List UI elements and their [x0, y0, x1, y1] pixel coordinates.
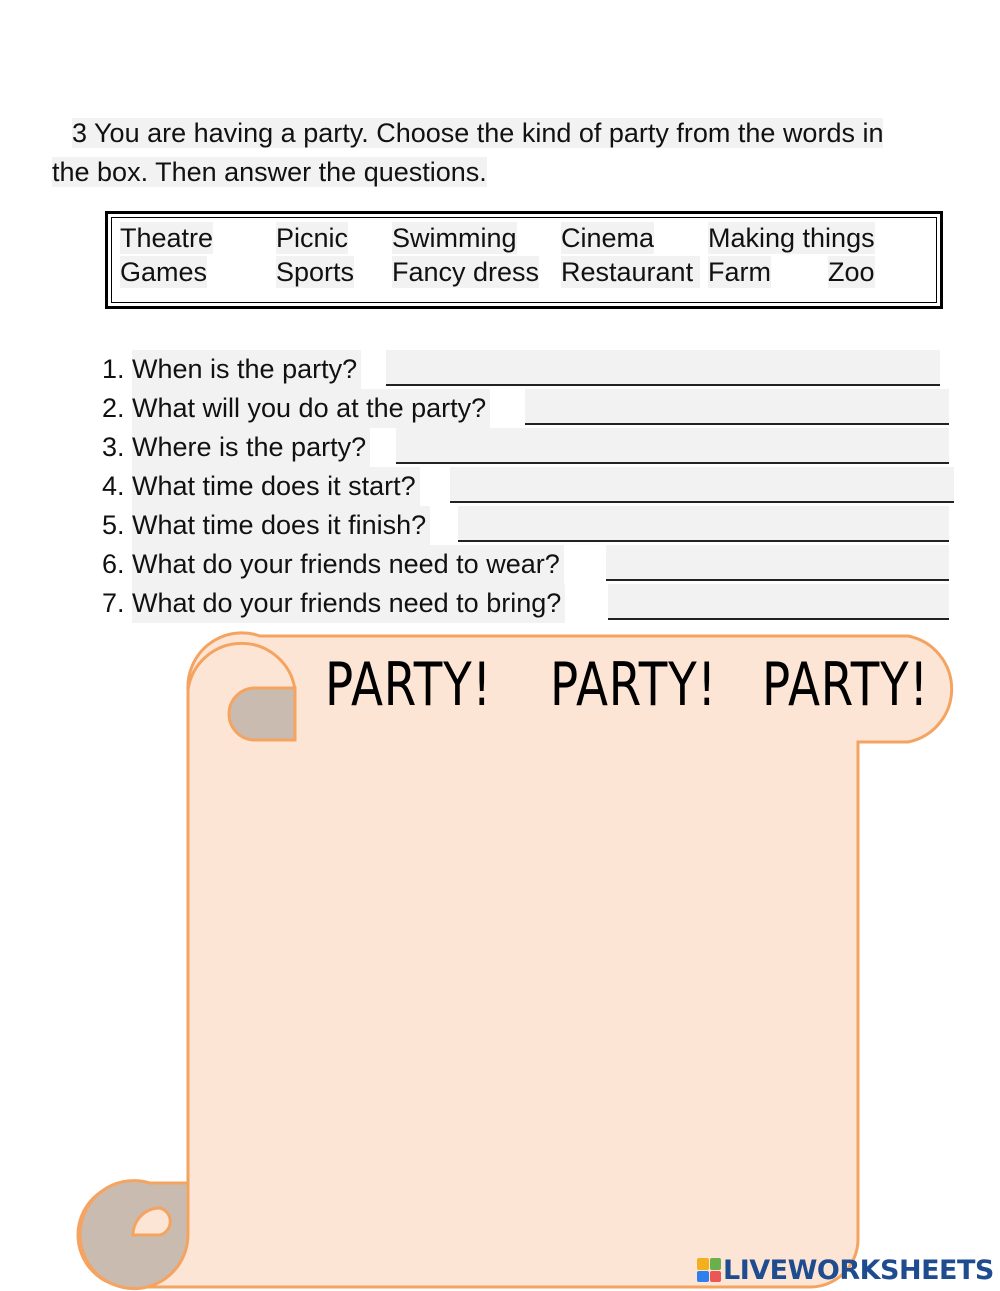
party-title-1: PARTY!: [325, 650, 492, 720]
question-number: 2.: [102, 393, 125, 423]
question-number: 5.: [102, 510, 125, 540]
word-sports: Sports: [276, 257, 355, 287]
word-games: Games: [120, 257, 208, 287]
scroll-top-curl: [229, 688, 295, 740]
question-text: What will you do at the party?: [132, 389, 490, 428]
question-text: What time does it start?: [132, 467, 420, 506]
question-text: When is the party?: [132, 350, 361, 389]
question-number: 4.: [102, 471, 125, 501]
word-cinema: Cinema: [561, 223, 655, 253]
instructions-line-1: 3 You are having a party. Choose the kind of party from the words in: [72, 118, 884, 148]
question-number: 6.: [102, 549, 125, 579]
word-theatre: Theatre: [120, 223, 214, 253]
word-restaurant: Restaurant: [561, 256, 700, 288]
instructions-line-2: the box. Then answer the questions.: [52, 157, 487, 187]
word-zoo: Zoo: [828, 257, 875, 287]
word-farm: Farm: [708, 257, 771, 287]
question-number: 3.: [102, 432, 125, 462]
question-number: 7.: [102, 588, 125, 618]
question-text: Where is the party?: [132, 428, 370, 467]
liveworksheets-logo-text: LIVEWORKSHEETS: [723, 1254, 994, 1286]
word-picnic: Picnic: [276, 223, 349, 253]
party-title-3: PARTY!: [762, 650, 929, 720]
liveworksheets-logo[interactable]: [697, 1254, 994, 1286]
word-making-things: Making things: [708, 223, 875, 253]
question-text: What do your friends need to wear?: [132, 545, 564, 584]
word-fancy-dress: Fancy dress: [392, 257, 540, 287]
liveworksheets-logo-icon: [697, 1258, 721, 1282]
party-title-2: PARTY!: [550, 650, 717, 720]
word-swimming: Swimming: [392, 223, 517, 253]
question-text: What time does it finish?: [132, 506, 430, 545]
question-text: What do your friends need to bring?: [132, 584, 565, 623]
question-number: 1.: [102, 354, 125, 384]
scroll-body: [78, 633, 952, 1287]
